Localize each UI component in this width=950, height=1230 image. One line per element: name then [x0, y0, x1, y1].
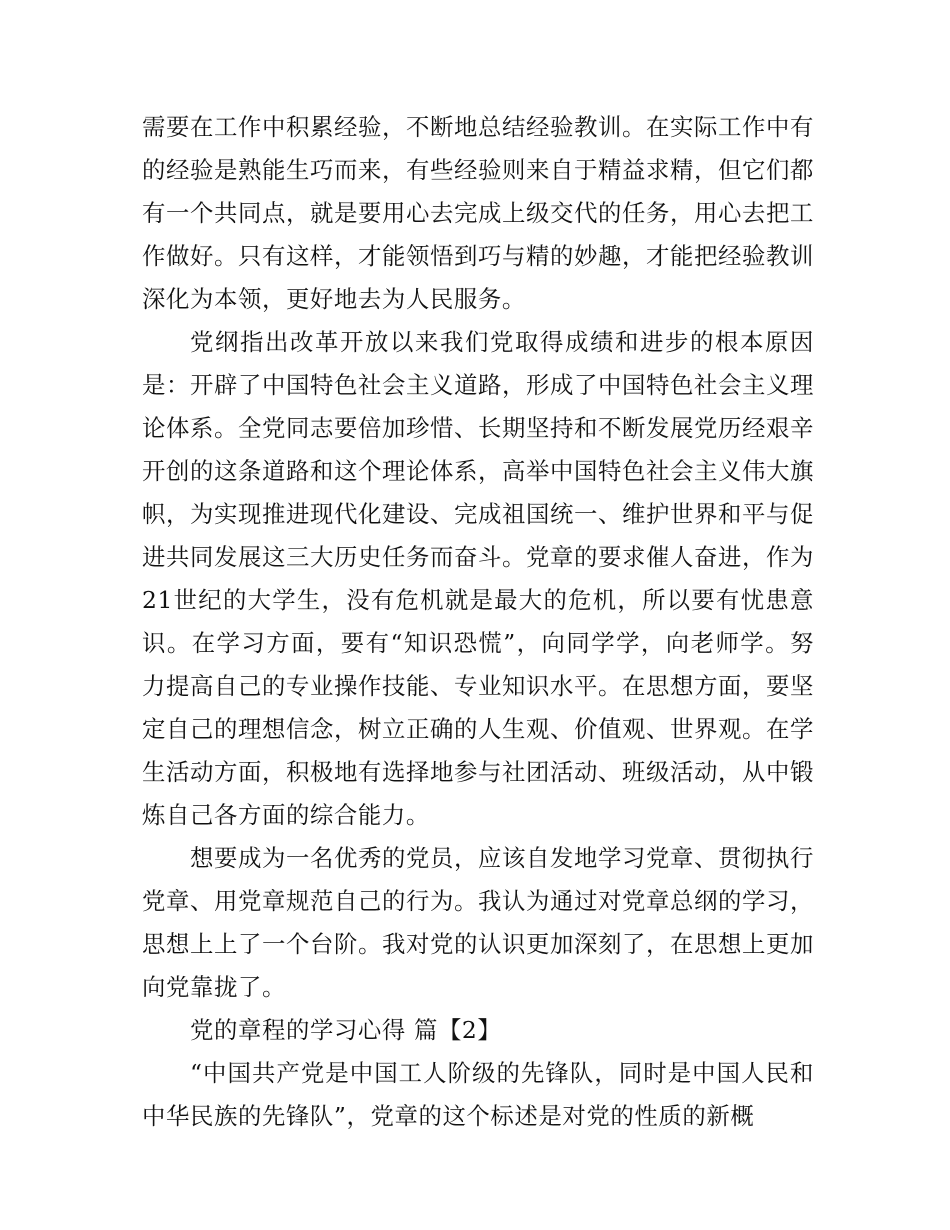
- paragraph-party-program: 党纲指出改革开放以来我们党取得成绩和进步的根本原因是：开辟了中国特色社会主义道路，形成了中国特色社会主义理论体系。全党同志要倍加珍惜、长期坚持和不断发展党历经艰辛开创的这条道路和这个理论体系，高举中国特色社会主义伟大旗帜，为实现推进现代化建设、完成祖国统一、维护世界和平与促进共同发展这三大历史任务而奋斗。党章的要求催人奋进，作为21世纪的大学生，没有危机就是最大的危机，所以要有忧患意识。在学习方面，要有“知识恐慌”，向同学学，向老师学。努力提高自己的专业操作技能、专业知识水平。在思想方面，要坚定自己的理想信念，树立正确的人生观、价值观、世界观。在学生活动方面，积极地有选择地参与社团活动、班级活动，从中锻炼自己各方面的综合能力。: [142, 328, 814, 829]
- paragraph-excellent-member: 想要成为一名优秀的党员，应该自发地学习党章、贯彻执行党章、用党章规范自己的行为。我认为通过对党章总纲的学习，思想上上了一个台阶。我对党的认识更加深刻了，在思想上更加向党靠拢了。: [142, 844, 814, 1001]
- section-heading: 党的章程的学习心得 篇【2】: [190, 1016, 502, 1044]
- document-body: [142, 106, 814, 1138]
- paragraph-vanguard: “中国共产党是中国工人阶级的先锋队，同时是中国人民和中华民族的先锋队”，党章的这个标述是对党的性质的新概: [142, 1059, 814, 1130]
- paragraph-continuation: 需要在工作中积累经验，不断地总结经验教训。在实际工作中有的经验是熟能生巧而来，有些经验则来自于精益求精，但它们都有一个共同点，就是要用心去完成上级交代的任务，用心去把工作做好。只有这样，才能领悟到巧与精的妙趣，才能把经验教训深化为本领，更好地去为人民服务。: [142, 113, 814, 313]
